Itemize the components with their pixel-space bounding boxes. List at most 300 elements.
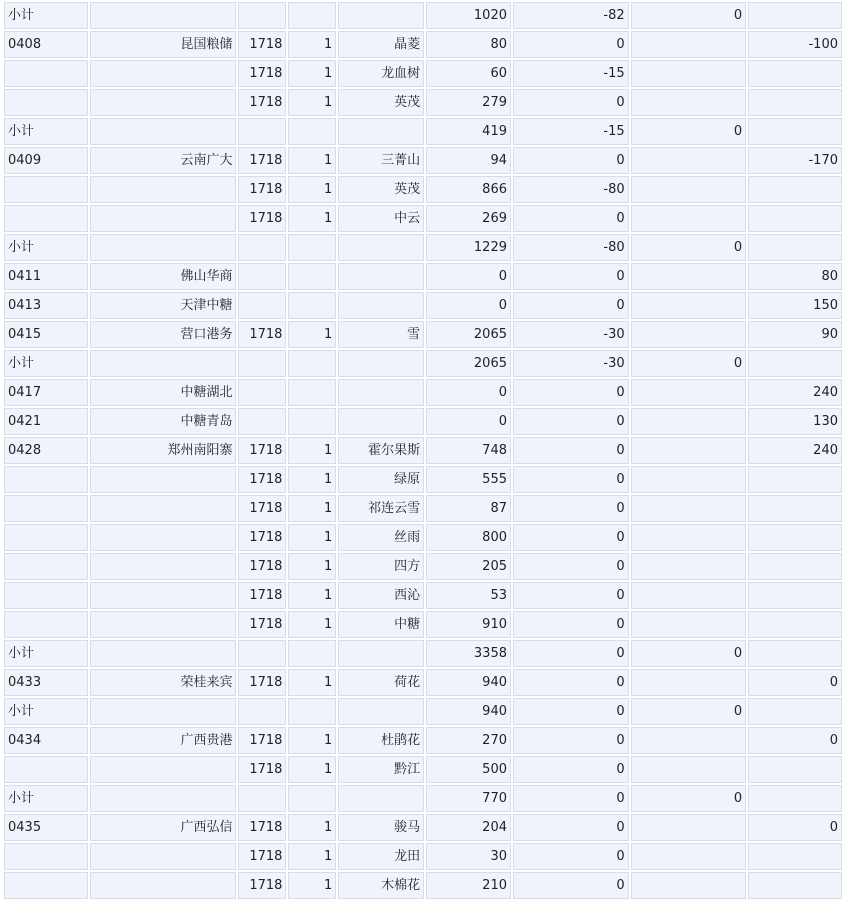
table-row	[4, 785, 842, 812]
adjust-cell: -100	[748, 31, 842, 58]
table-row	[4, 234, 842, 261]
warehouse-cell: 云南广大	[90, 147, 237, 174]
subtotal-change-cell	[631, 321, 747, 348]
table-row	[4, 466, 842, 493]
warehouse-cell: 广西贵港	[90, 727, 237, 754]
table-row	[4, 843, 842, 870]
adjust-cell	[748, 234, 842, 261]
warehouse-cell: 营口港务	[90, 321, 237, 348]
adjust-cell	[748, 524, 842, 551]
change-cell: 0	[513, 408, 629, 435]
brand-cell: 木棉花	[338, 872, 424, 899]
brand-cell	[338, 379, 424, 406]
warehouse-cell	[90, 2, 237, 29]
quantity-cell: 53	[426, 582, 511, 609]
grade-cell	[288, 379, 336, 406]
brand-cell: 祁连云雪	[338, 495, 424, 522]
subtotal-change-cell: 0	[631, 350, 747, 377]
code-cell: 0428	[4, 437, 88, 464]
warehouse-cell	[90, 205, 237, 232]
code-cell: 0434	[4, 727, 88, 754]
brand-cell	[338, 263, 424, 290]
grade-cell	[288, 234, 336, 261]
change-cell: -15	[513, 118, 629, 145]
grade-cell: 1	[288, 582, 336, 609]
change-cell: 0	[513, 611, 629, 638]
contract-cell: 1718	[238, 495, 286, 522]
change-cell: -80	[513, 234, 629, 261]
warehouse-cell: 荣桂来宾	[90, 669, 237, 696]
quantity-cell: 500	[426, 756, 511, 783]
adjust-cell	[748, 2, 842, 29]
grade-cell: 1	[288, 205, 336, 232]
quantity-cell: 1020	[426, 2, 511, 29]
table-row	[4, 408, 842, 435]
subtotal-change-cell	[631, 466, 747, 493]
warehouse-cell	[90, 553, 237, 580]
table-row	[4, 495, 842, 522]
warehouse-cell: 天津中糖	[90, 292, 237, 319]
code-cell	[4, 524, 88, 551]
warehouse-cell: 郑州南阳寨	[90, 437, 237, 464]
subtotal-change-cell	[631, 60, 747, 87]
table-row	[4, 147, 842, 174]
adjust-cell: 130	[748, 408, 842, 435]
change-cell: 0	[513, 89, 629, 116]
quantity-cell: 2065	[426, 350, 511, 377]
code-cell	[4, 756, 88, 783]
warehouse-cell: 中糖青岛	[90, 408, 237, 435]
brand-cell: 龙田	[338, 843, 424, 870]
table-row	[4, 872, 842, 899]
grade-cell: 1	[288, 814, 336, 841]
adjust-cell	[748, 698, 842, 725]
quantity-cell: 30	[426, 843, 511, 870]
warehouse-cell	[90, 234, 237, 261]
contract-cell: 1718	[238, 60, 286, 87]
subtotal-change-cell	[631, 263, 747, 290]
contract-cell: 1718	[238, 524, 286, 551]
adjust-cell: 80	[748, 263, 842, 290]
change-cell: -30	[513, 350, 629, 377]
contract-cell: 1718	[238, 31, 286, 58]
grade-cell: 1	[288, 89, 336, 116]
quantity-cell: 279	[426, 89, 511, 116]
quantity-cell: 940	[426, 669, 511, 696]
contract-cell	[238, 379, 286, 406]
contract-cell: 1718	[238, 205, 286, 232]
brand-cell: 西沁	[338, 582, 424, 609]
data-table	[2, 0, 844, 901]
change-cell: -82	[513, 2, 629, 29]
grade-cell: 1	[288, 669, 336, 696]
change-cell: 0	[513, 640, 629, 667]
table-row	[4, 60, 842, 87]
code-cell: 0409	[4, 147, 88, 174]
code-cell	[4, 205, 88, 232]
contract-cell: 1718	[238, 147, 286, 174]
code-cell: 小计	[4, 785, 88, 812]
contract-cell	[238, 292, 286, 319]
contract-cell	[238, 118, 286, 145]
table-row	[4, 350, 842, 377]
table-row	[4, 437, 842, 464]
table-row	[4, 31, 842, 58]
code-cell: 小计	[4, 2, 88, 29]
brand-cell: 杜鹃花	[338, 727, 424, 754]
change-cell: 0	[513, 205, 629, 232]
quantity-cell: 269	[426, 205, 511, 232]
grade-cell: 1	[288, 495, 336, 522]
table-row	[4, 524, 842, 551]
adjust-cell	[748, 785, 842, 812]
contract-cell: 1718	[238, 669, 286, 696]
table-row	[4, 814, 842, 841]
code-cell	[4, 611, 88, 638]
contract-cell: 1718	[238, 553, 286, 580]
quantity-cell: 80	[426, 31, 511, 58]
subtotal-change-cell: 0	[631, 785, 747, 812]
brand-cell	[338, 234, 424, 261]
contract-cell: 1718	[238, 176, 286, 203]
change-cell: 0	[513, 756, 629, 783]
grade-cell: 1	[288, 437, 336, 464]
adjust-cell	[748, 60, 842, 87]
grade-cell	[288, 350, 336, 377]
table-row	[4, 698, 842, 725]
quantity-cell: 940	[426, 698, 511, 725]
table-body	[4, 2, 842, 899]
change-cell: -30	[513, 321, 629, 348]
code-cell: 0411	[4, 263, 88, 290]
grade-cell: 1	[288, 872, 336, 899]
code-cell	[4, 466, 88, 493]
subtotal-change-cell	[631, 756, 747, 783]
code-cell	[4, 176, 88, 203]
change-cell: 0	[513, 553, 629, 580]
grade-cell: 1	[288, 727, 336, 754]
subtotal-change-cell: 0	[631, 640, 747, 667]
brand-cell	[338, 2, 424, 29]
subtotal-change-cell	[631, 408, 747, 435]
table-row	[4, 379, 842, 406]
contract-cell: 1718	[238, 89, 286, 116]
contract-cell	[238, 785, 286, 812]
quantity-cell: 270	[426, 727, 511, 754]
subtotal-change-cell	[631, 582, 747, 609]
grade-cell	[288, 292, 336, 319]
code-cell: 0415	[4, 321, 88, 348]
warehouse-cell	[90, 698, 237, 725]
adjust-cell	[748, 640, 842, 667]
table-row	[4, 118, 842, 145]
contract-cell	[238, 2, 286, 29]
quantity-cell: 910	[426, 611, 511, 638]
contract-cell: 1718	[238, 437, 286, 464]
adjust-cell: 240	[748, 379, 842, 406]
warehouse-cell	[90, 872, 237, 899]
brand-cell: 雪	[338, 321, 424, 348]
code-cell	[4, 553, 88, 580]
warehouse-cell	[90, 756, 237, 783]
quantity-cell: 60	[426, 60, 511, 87]
warehouse-cell: 中糖湖北	[90, 379, 237, 406]
change-cell: 0	[513, 524, 629, 551]
code-cell: 小计	[4, 118, 88, 145]
grade-cell: 1	[288, 611, 336, 638]
contract-cell: 1718	[238, 872, 286, 899]
subtotal-change-cell	[631, 292, 747, 319]
change-cell: 0	[513, 379, 629, 406]
code-cell: 小计	[4, 234, 88, 261]
brand-cell	[338, 408, 424, 435]
change-cell: 0	[513, 292, 629, 319]
code-cell: 小计	[4, 640, 88, 667]
grade-cell: 1	[288, 756, 336, 783]
adjust-cell: -170	[748, 147, 842, 174]
adjust-cell	[748, 350, 842, 377]
table-row	[4, 756, 842, 783]
subtotal-change-cell: 0	[631, 118, 747, 145]
brand-cell: 丝雨	[338, 524, 424, 551]
subtotal-change-cell	[631, 872, 747, 899]
warehouse-cell: 佛山华商	[90, 263, 237, 290]
quantity-cell: 0	[426, 292, 511, 319]
grade-cell: 1	[288, 466, 336, 493]
warehouse-cell	[90, 89, 237, 116]
grade-cell: 1	[288, 147, 336, 174]
code-cell: 0408	[4, 31, 88, 58]
table-row	[4, 89, 842, 116]
change-cell: 0	[513, 872, 629, 899]
adjust-cell	[748, 89, 842, 116]
contract-cell: 1718	[238, 466, 286, 493]
table-row	[4, 176, 842, 203]
adjust-cell: 90	[748, 321, 842, 348]
table-row	[4, 553, 842, 580]
contract-cell	[238, 698, 286, 725]
table-row	[4, 205, 842, 232]
quantity-cell: 205	[426, 553, 511, 580]
grade-cell	[288, 2, 336, 29]
brand-cell	[338, 785, 424, 812]
brand-cell: 绿原	[338, 466, 424, 493]
adjust-cell	[748, 205, 842, 232]
grade-cell: 1	[288, 176, 336, 203]
table-row	[4, 292, 842, 319]
adjust-cell	[748, 118, 842, 145]
adjust-cell	[748, 611, 842, 638]
change-cell: -80	[513, 176, 629, 203]
grade-cell	[288, 263, 336, 290]
grade-cell: 1	[288, 31, 336, 58]
brand-cell	[338, 292, 424, 319]
subtotal-change-cell	[631, 843, 747, 870]
brand-cell: 三菁山	[338, 147, 424, 174]
adjust-cell	[748, 466, 842, 493]
adjust-cell: 240	[748, 437, 842, 464]
contract-cell: 1718	[238, 727, 286, 754]
adjust-cell	[748, 582, 842, 609]
brand-cell: 中云	[338, 205, 424, 232]
brand-cell: 荷花	[338, 669, 424, 696]
subtotal-change-cell: 0	[631, 234, 747, 261]
grade-cell	[288, 408, 336, 435]
change-cell: 0	[513, 31, 629, 58]
contract-cell	[238, 263, 286, 290]
subtotal-change-cell	[631, 147, 747, 174]
quantity-cell: 1229	[426, 234, 511, 261]
grade-cell	[288, 640, 336, 667]
adjust-cell	[748, 756, 842, 783]
quantity-cell: 94	[426, 147, 511, 174]
subtotal-change-cell	[631, 814, 747, 841]
quantity-cell: 0	[426, 379, 511, 406]
adjust-cell	[748, 553, 842, 580]
code-cell	[4, 872, 88, 899]
subtotal-change-cell	[631, 205, 747, 232]
code-cell: 小计	[4, 350, 88, 377]
contract-cell: 1718	[238, 611, 286, 638]
contract-cell	[238, 234, 286, 261]
adjust-cell: 150	[748, 292, 842, 319]
change-cell: 0	[513, 466, 629, 493]
brand-cell	[338, 640, 424, 667]
code-cell	[4, 89, 88, 116]
warehouse-cell	[90, 785, 237, 812]
grade-cell	[288, 118, 336, 145]
brand-cell: 骏马	[338, 814, 424, 841]
code-cell: 小计	[4, 698, 88, 725]
change-cell: -15	[513, 60, 629, 87]
subtotal-change-cell: 0	[631, 698, 747, 725]
contract-cell	[238, 640, 286, 667]
warehouse-cell	[90, 60, 237, 87]
quantity-cell: 204	[426, 814, 511, 841]
brand-cell: 黔江	[338, 756, 424, 783]
code-cell: 0435	[4, 814, 88, 841]
code-cell: 0413	[4, 292, 88, 319]
change-cell: 0	[513, 698, 629, 725]
table-row	[4, 669, 842, 696]
brand-cell	[338, 698, 424, 725]
quantity-cell: 866	[426, 176, 511, 203]
subtotal-change-cell	[631, 524, 747, 551]
contract-cell: 1718	[238, 814, 286, 841]
warehouse-cell	[90, 176, 237, 203]
subtotal-change-cell	[631, 437, 747, 464]
contract-cell	[238, 350, 286, 377]
warehouse-cell	[90, 495, 237, 522]
table-row	[4, 727, 842, 754]
change-cell: 0	[513, 437, 629, 464]
subtotal-change-cell	[631, 379, 747, 406]
brand-cell: 英茂	[338, 89, 424, 116]
code-cell	[4, 843, 88, 870]
adjust-cell: 0	[748, 814, 842, 841]
subtotal-change-cell: 0	[631, 2, 747, 29]
change-cell: 0	[513, 669, 629, 696]
warehouse-cell: 昆国粮储	[90, 31, 237, 58]
warehouse-cell	[90, 350, 237, 377]
table-row	[4, 321, 842, 348]
subtotal-change-cell	[631, 89, 747, 116]
change-cell: 0	[513, 582, 629, 609]
subtotal-change-cell	[631, 31, 747, 58]
quantity-cell: 3358	[426, 640, 511, 667]
subtotal-change-cell	[631, 495, 747, 522]
subtotal-change-cell	[631, 176, 747, 203]
brand-cell	[338, 118, 424, 145]
brand-cell: 英茂	[338, 176, 424, 203]
table-row	[4, 640, 842, 667]
quantity-cell: 555	[426, 466, 511, 493]
contract-cell: 1718	[238, 582, 286, 609]
grade-cell: 1	[288, 60, 336, 87]
adjust-cell	[748, 176, 842, 203]
change-cell: 0	[513, 727, 629, 754]
code-cell	[4, 582, 88, 609]
contract-cell	[238, 408, 286, 435]
grade-cell	[288, 785, 336, 812]
brand-cell: 霍尔果斯	[338, 437, 424, 464]
subtotal-change-cell	[631, 727, 747, 754]
quantity-cell: 0	[426, 263, 511, 290]
subtotal-change-cell	[631, 669, 747, 696]
quantity-cell: 87	[426, 495, 511, 522]
warehouse-cell	[90, 843, 237, 870]
quantity-cell: 2065	[426, 321, 511, 348]
table-row	[4, 611, 842, 638]
subtotal-change-cell	[631, 553, 747, 580]
code-cell	[4, 495, 88, 522]
change-cell: 0	[513, 843, 629, 870]
quantity-cell: 770	[426, 785, 511, 812]
brand-cell: 晶菱	[338, 31, 424, 58]
change-cell: 0	[513, 495, 629, 522]
code-cell	[4, 60, 88, 87]
warehouse-cell	[90, 466, 237, 493]
warehouse-cell	[90, 582, 237, 609]
brand-cell: 四方	[338, 553, 424, 580]
grade-cell: 1	[288, 524, 336, 551]
grade-cell	[288, 698, 336, 725]
code-cell: 0421	[4, 408, 88, 435]
change-cell: 0	[513, 785, 629, 812]
grade-cell: 1	[288, 843, 336, 870]
contract-cell: 1718	[238, 756, 286, 783]
code-cell: 0433	[4, 669, 88, 696]
adjust-cell	[748, 843, 842, 870]
quantity-cell: 748	[426, 437, 511, 464]
adjust-cell	[748, 495, 842, 522]
adjust-cell: 0	[748, 727, 842, 754]
contract-cell: 1718	[238, 843, 286, 870]
quantity-cell: 419	[426, 118, 511, 145]
table-row	[4, 263, 842, 290]
contract-cell: 1718	[238, 321, 286, 348]
code-cell: 0417	[4, 379, 88, 406]
brand-cell: 中糖	[338, 611, 424, 638]
warehouse-cell	[90, 118, 237, 145]
grade-cell: 1	[288, 553, 336, 580]
quantity-cell: 0	[426, 408, 511, 435]
table-row	[4, 2, 842, 29]
change-cell: 0	[513, 147, 629, 174]
grade-cell: 1	[288, 321, 336, 348]
brand-cell	[338, 350, 424, 377]
quantity-cell: 800	[426, 524, 511, 551]
